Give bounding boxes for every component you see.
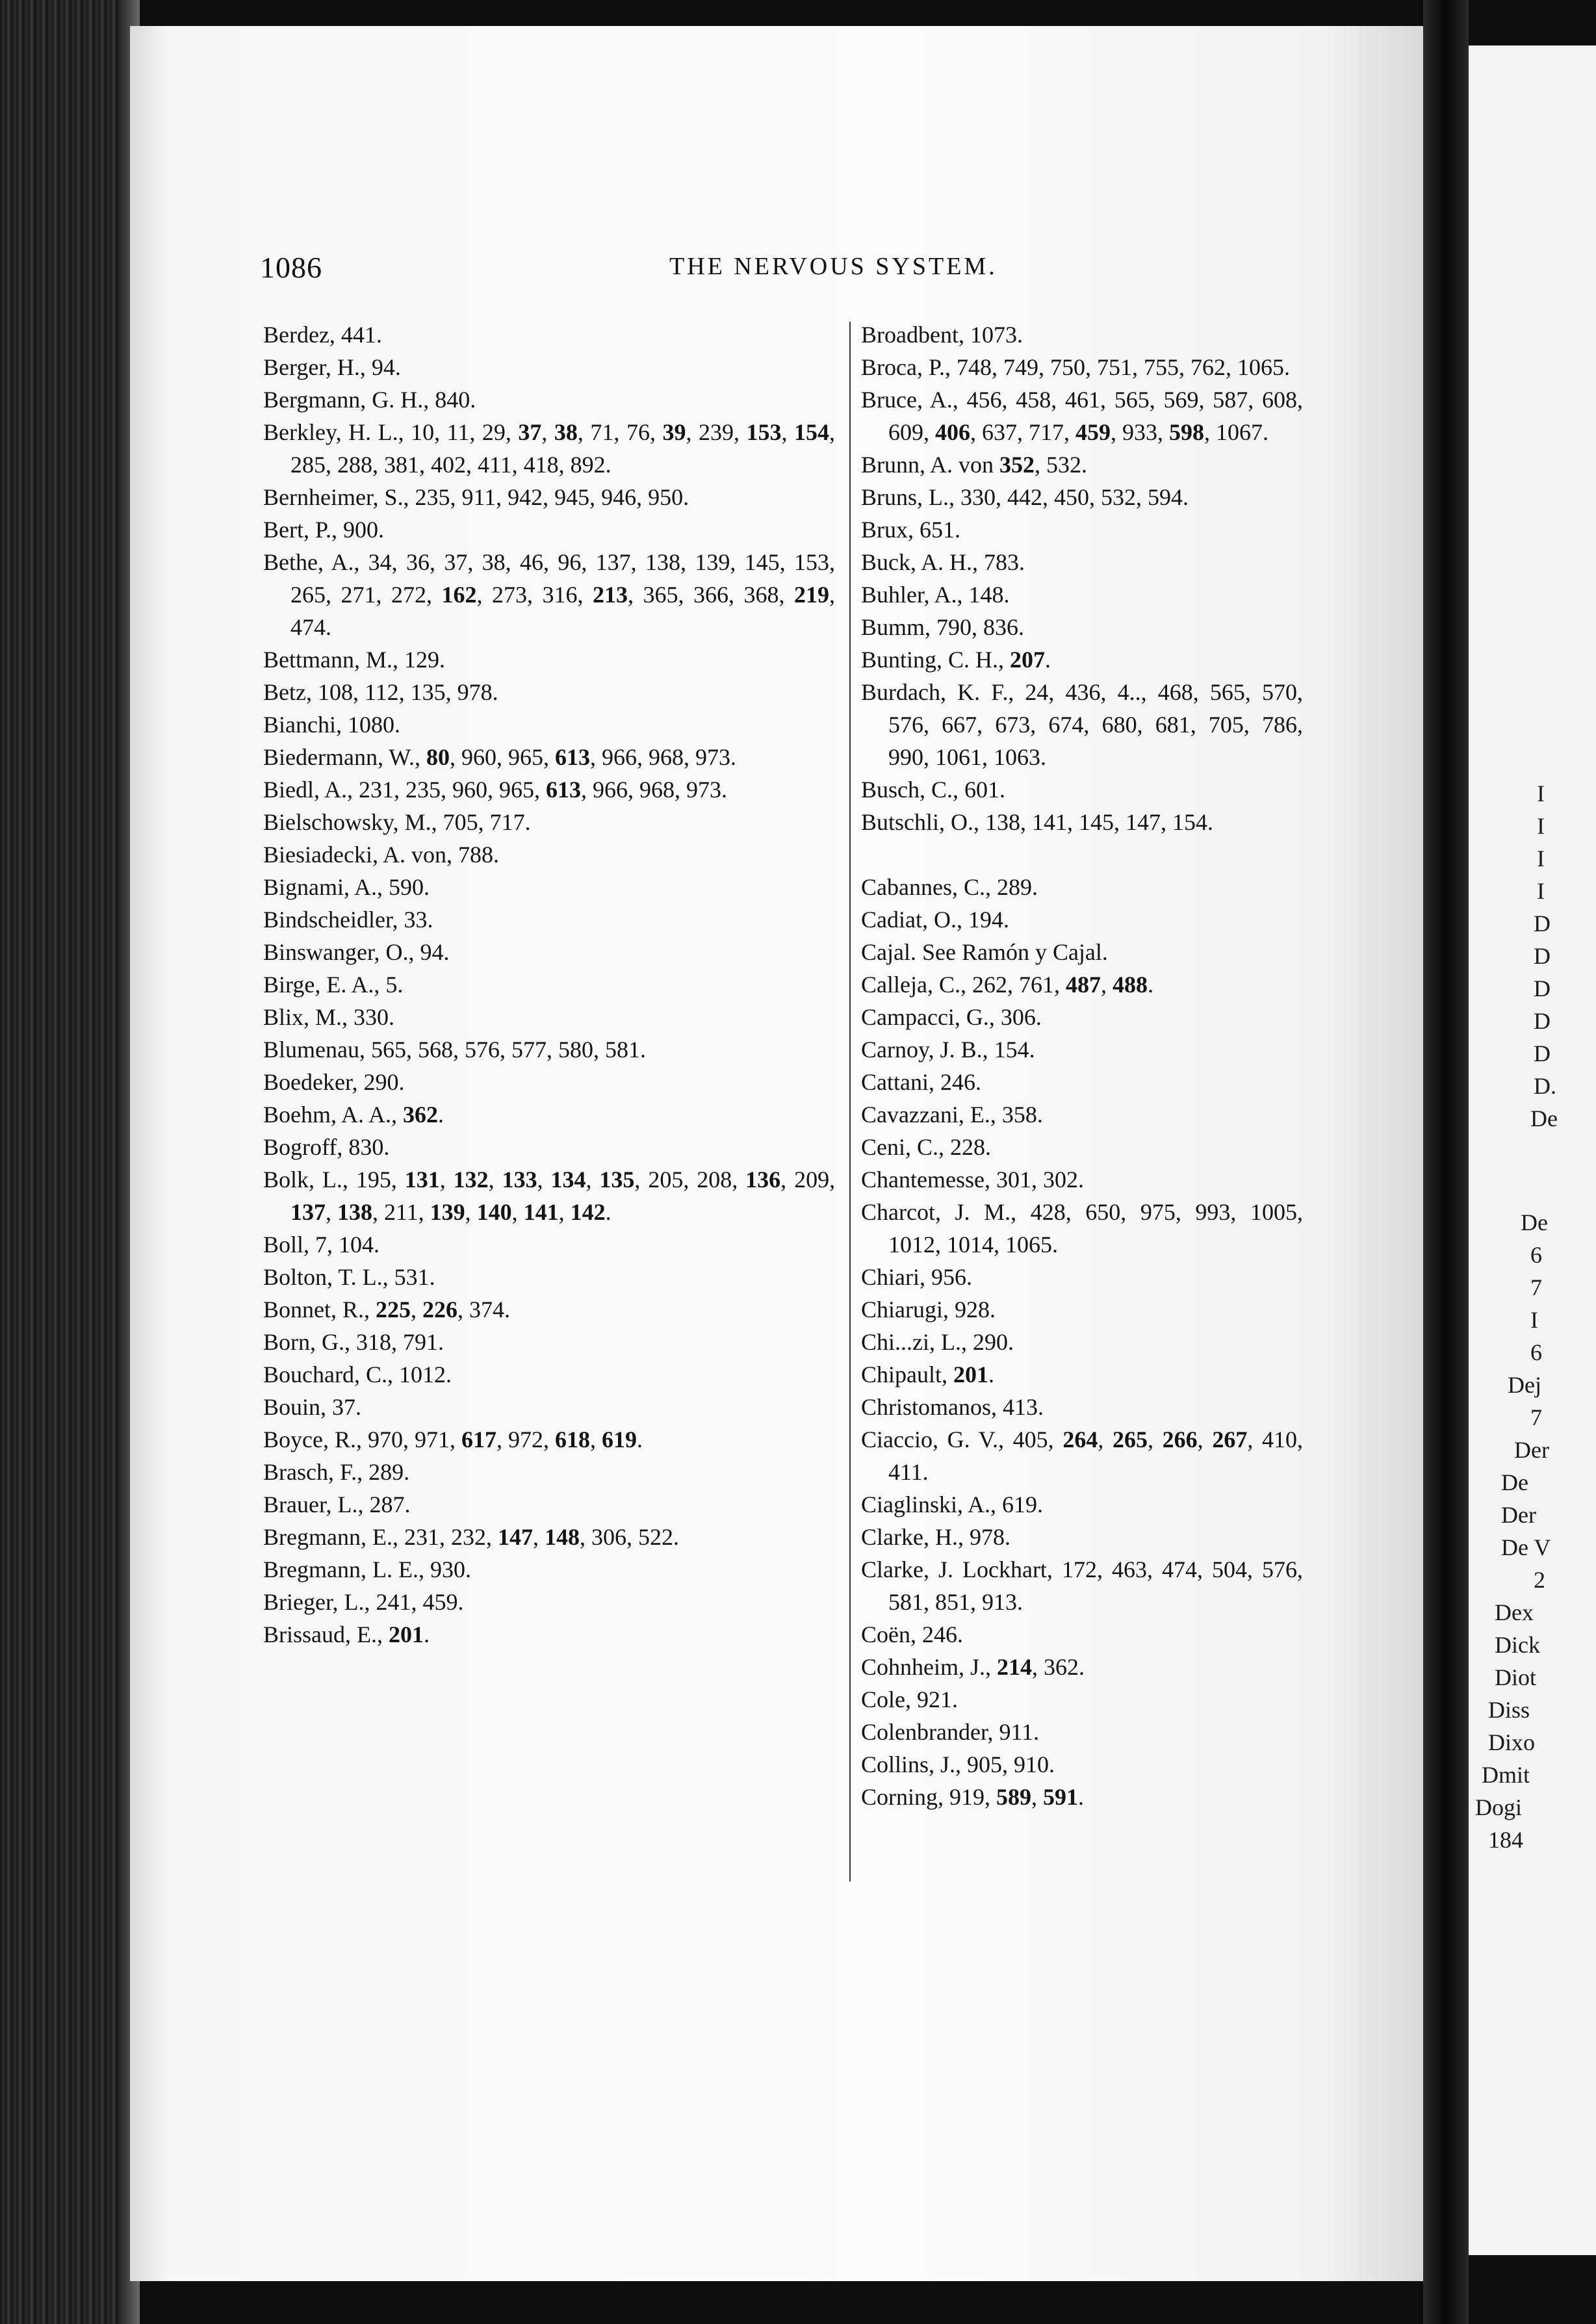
facing-page-text-fragment: D	[1534, 975, 1551, 1001]
facing-page-text-fragment: 6	[1530, 1339, 1542, 1365]
bold-page-reference: 38	[554, 419, 578, 445]
bold-page-reference: 131	[404, 1167, 440, 1193]
bold-page-reference: 213	[593, 582, 628, 608]
bold-page-reference: 589	[996, 1784, 1032, 1810]
bold-page-reference: 148	[544, 1524, 580, 1550]
bold-page-reference: 591	[1043, 1784, 1079, 1810]
index-entry: Campacci, G., 306.	[861, 1004, 1042, 1030]
bold-page-reference: 488	[1112, 972, 1148, 998]
facing-page-text-fragment: D	[1534, 1008, 1551, 1034]
index-entry: Biedermann, W., 80, 960, 965, 613, 966, 968, 973.	[263, 744, 736, 770]
bold-page-reference: 267	[1212, 1427, 1248, 1452]
facing-page-text-fragment: 184	[1488, 1827, 1523, 1853]
facing-page-text-fragment: Der	[1514, 1437, 1549, 1463]
facing-page-text-fragment: I	[1537, 813, 1545, 839]
index-entry: Chipault, 201.	[861, 1362, 994, 1388]
bold-page-reference: 613	[554, 744, 590, 770]
index-entry: Calleja, C., 262, 761, 487, 488.	[861, 972, 1153, 998]
index-entry: Chiarugi, 928.	[861, 1297, 996, 1323]
index-entry: Colenbrander, 911.	[861, 1719, 1040, 1745]
facing-page-text-fragment: Diss	[1488, 1697, 1530, 1723]
bold-page-reference: 214	[997, 1654, 1033, 1680]
book-gutter	[1423, 0, 1469, 2324]
facing-page-text-fragment: De	[1501, 1469, 1528, 1495]
index-entry: Brissaud, E., 201.	[263, 1621, 430, 1647]
index-entry: Bianchi, 1080.	[263, 712, 400, 738]
index-entry: Broca, P., 748, 749, 750, 751, 755, 762, 1065.	[861, 354, 1290, 380]
facing-page-text-fragment: D	[1534, 943, 1551, 969]
index-entry: Bregmann, L. E., 930.	[263, 1556, 471, 1582]
index-entry: Clarke, J. Lockhart, 172, 463, 474, 504, 576, 581, 851, 913.	[861, 1556, 1303, 1615]
index-entry: Butschli, O., 138, 141, 145, 147, 154.	[861, 809, 1214, 835]
bold-page-reference: 153	[746, 419, 782, 445]
bold-page-reference: 37	[518, 419, 542, 445]
index-entry: Boehm, A. A., 362.	[263, 1102, 444, 1128]
index-column-right	[861, 318, 1303, 1813]
index-entry: Chantemesse, 301, 302.	[861, 1167, 1084, 1193]
bold-page-reference: 265	[1113, 1427, 1148, 1452]
bold-page-reference: 162	[441, 582, 477, 608]
index-entry: Christomanos, 413.	[861, 1394, 1044, 1420]
index-entry: Ceni, C., 228.	[861, 1134, 992, 1160]
facing-page-text-fragment: De	[1530, 1105, 1558, 1131]
facing-page-text-fragment: D	[1534, 910, 1551, 936]
index-entry: Bert, P., 900.	[263, 517, 385, 543]
index-entry: Cavazzani, E., 358.	[861, 1102, 1043, 1128]
index-entry: Boll, 7, 104.	[263, 1232, 380, 1258]
index-entry: Bumm, 790, 836.	[861, 614, 1025, 640]
bold-page-reference: 134	[550, 1167, 586, 1193]
index-entry: Bernheimer, S., 235, 911, 942, 945, 946, 950.	[263, 484, 689, 510]
index-entry: Bruce, A., 456, 458, 461, 565, 569, 587, 608, 609, 406, 637, 717, 459, 933, 598, 1067.	[861, 387, 1303, 445]
index-entry: Chi...zi, L., 290.	[861, 1329, 1014, 1355]
bold-page-reference: 225	[376, 1297, 411, 1323]
bold-page-reference: 264	[1062, 1427, 1098, 1452]
bold-page-reference: 459	[1075, 419, 1111, 445]
facing-page-text-fragment: D.	[1534, 1073, 1556, 1099]
index-entry: Bettmann, M., 129.	[263, 647, 445, 673]
index-entry: Boedeker, 290.	[263, 1069, 405, 1095]
index-entry: Bielschowsky, M., 705, 717.	[263, 809, 531, 835]
index-column-left	[263, 318, 835, 1651]
bold-page-reference: 139	[430, 1199, 465, 1225]
index-entry: Broadbent, 1073.	[861, 322, 1023, 348]
index-entry: Chiari, 956.	[861, 1264, 972, 1290]
bold-page-reference: 617	[461, 1427, 496, 1452]
book-page-edges	[0, 0, 140, 2324]
index-entry: Biesiadecki, A. von, 788.	[263, 842, 499, 868]
bold-page-reference: 618	[554, 1427, 590, 1452]
index-entry: Bregmann, E., 231, 232, 147, 148, 306, 522.	[263, 1524, 679, 1550]
bold-page-reference: 132	[453, 1167, 489, 1193]
bold-page-reference: 136	[745, 1167, 781, 1193]
index-entry: Coën, 246.	[861, 1621, 963, 1647]
index-entry: Bolk, L., 195, 131, 132, 133, 134, 135, 205, 208, 136, 209, 137, 138, 211, 139, 140, 141, 142.	[263, 1167, 836, 1225]
index-entry: Brunn, A. von 352, 532.	[861, 452, 1088, 478]
facing-page-text-fragment: Dmit	[1482, 1762, 1530, 1788]
index-entry: Bunting, C. H., 207.	[861, 647, 1051, 673]
index-entry: Collins, J., 905, 910.	[861, 1751, 1055, 1777]
index-entry: Berkley, H. L., 10, 11, 29, 37, 38, 71, 76, 39, 239, 153, 154, 285, 288, 381, 402, 411, 418, 892.	[263, 419, 836, 478]
bold-page-reference: 201	[953, 1362, 988, 1388]
index-entry: Burdach, K. F., 24, 436, 4.., 468, 565, 570, 576, 667, 673, 674, 680, 681, 705, 786, 990, 1061, 1063.	[861, 679, 1303, 770]
facing-page-fragment	[1469, 45, 1596, 2255]
bold-page-reference: 362	[403, 1102, 439, 1128]
index-entry: Bignami, A., 590.	[263, 874, 430, 900]
index-entry: Busch, C., 601.	[861, 777, 1006, 803]
facing-page-text-fragment: Dick	[1495, 1632, 1540, 1658]
facing-page-text-fragment: Der	[1501, 1502, 1536, 1528]
index-entry: Brasch, F., 289.	[263, 1459, 410, 1485]
index-entry: Bolton, T. L., 531.	[263, 1264, 435, 1290]
bold-page-reference: 141	[523, 1199, 559, 1225]
bold-page-reference: 138	[337, 1199, 372, 1225]
index-entry: Biedl, A., 231, 235, 960, 965, 613, 966, 968, 973.	[263, 777, 728, 803]
index-entry: Bonnet, R., 225, 226, 374.	[263, 1297, 511, 1323]
index-entry: Binswanger, O., 94.	[263, 939, 450, 965]
index-entry: Ciaccio, G. V., 405, 264, 265, 266, 267, 410, 411.	[861, 1427, 1304, 1485]
index-entry: Bouchard, C., 1012.	[263, 1362, 452, 1388]
facing-page-text-fragment: Diot	[1495, 1664, 1537, 1690]
facing-page-text-fragment: D	[1534, 1040, 1551, 1066]
index-entry: Bethe, A., 34, 36, 37, 38, 46, 96, 137, 138, 139, 145, 153, 265, 271, 272, 162, 273, 316, 213, 365, 366, 368, 219, 474.	[263, 549, 835, 640]
index-entry: Bogroff, 830.	[263, 1134, 390, 1160]
index-entry: Born, G., 318, 791.	[263, 1329, 444, 1355]
column-divider	[849, 322, 851, 1881]
bold-page-reference: 598	[1169, 419, 1204, 445]
bold-page-reference: 406	[935, 419, 970, 445]
facing-page-text-fragment: 2	[1534, 1567, 1545, 1593]
facing-page-text-fragment: 6	[1530, 1242, 1542, 1268]
bold-page-reference: 487	[1065, 972, 1101, 998]
index-entry: Cadiat, O., 194.	[861, 907, 1009, 933]
index-entry: Cajal. See Ramón y Cajal.	[861, 939, 1108, 965]
bold-page-reference: 201	[389, 1621, 424, 1647]
bold-page-reference: 39	[662, 419, 686, 445]
index-entry: Betz, 108, 112, 135, 978.	[263, 679, 498, 705]
facing-page-text-fragment: Dej	[1508, 1372, 1541, 1398]
index-entry: Brux, 651.	[861, 517, 960, 543]
bold-page-reference: 613	[546, 777, 582, 803]
section-gap	[861, 838, 1303, 871]
index-entry: Bouin, 37.	[263, 1394, 362, 1420]
facing-page-text-fragment: De	[1521, 1209, 1548, 1235]
index-entry: Cole, 921.	[861, 1686, 958, 1712]
index-entry: Blumenau, 565, 568, 576, 577, 580, 581.	[263, 1037, 646, 1063]
index-entry: Boyce, R., 970, 971, 617, 972, 618, 619.	[263, 1427, 643, 1452]
bold-page-reference: 154	[794, 419, 830, 445]
bold-page-reference: 140	[476, 1199, 512, 1225]
index-entry: Blix, M., 330.	[263, 1004, 395, 1030]
index-entry: Clarke, H., 978.	[861, 1524, 1010, 1550]
index-entry: Birge, E. A., 5.	[263, 972, 404, 998]
index-entry: Carnoy, J. B., 154.	[861, 1037, 1035, 1063]
index-entry: Brieger, L., 241, 459.	[263, 1589, 464, 1615]
facing-page-text-fragment: I	[1537, 878, 1545, 904]
index-entry: Bindscheidler, 33.	[263, 907, 433, 933]
facing-page-text-fragment: 7	[1530, 1404, 1542, 1430]
index-entry: Bruns, L., 330, 442, 450, 532, 594.	[861, 484, 1189, 510]
index-entry: Buhler, A., 148.	[861, 582, 1010, 608]
bold-page-reference: 226	[422, 1297, 458, 1323]
bold-page-reference: 219	[794, 582, 829, 608]
bold-page-reference: 135	[599, 1167, 635, 1193]
page-header	[260, 250, 1027, 289]
facing-page-text-fragment: Dex	[1495, 1599, 1534, 1625]
bold-page-reference: 147	[497, 1524, 533, 1550]
index-entry: Ciaglinski, A., 619.	[861, 1491, 1044, 1517]
bold-page-reference: 352	[999, 452, 1035, 478]
index-entry: Bergmann, G. H., 840.	[263, 387, 476, 413]
facing-page-text-fragment: Dogi	[1475, 1794, 1522, 1820]
facing-page-text-fragment: Dixo	[1488, 1729, 1535, 1755]
bold-page-reference: 137	[290, 1199, 326, 1225]
index-entry: Cabannes, C., 289.	[861, 874, 1038, 900]
facing-page-text-fragment: I	[1530, 1307, 1538, 1333]
bold-page-reference: 619	[601, 1427, 637, 1452]
running-head: THE NERVOUS SYSTEM.	[669, 253, 997, 280]
facing-page-text-fragment: I	[1537, 781, 1545, 807]
facing-page-text-fragment: 7	[1530, 1274, 1542, 1300]
page-number: 1086	[260, 251, 322, 284]
index-entry: Brauer, L., 287.	[263, 1491, 411, 1517]
index-entry: Berger, H., 94.	[263, 354, 401, 380]
facing-page-text-fragment: De V	[1501, 1534, 1551, 1560]
index-entry: Charcot, J. M., 428, 650, 975, 993, 1005, 1012, 1014, 1065.	[861, 1199, 1303, 1258]
bold-page-reference: 133	[502, 1167, 537, 1193]
index-entry: Cattani, 246.	[861, 1069, 981, 1095]
bold-page-reference: 266	[1162, 1427, 1198, 1452]
index-entry: Corning, 919, 589, 591.	[861, 1784, 1085, 1810]
bold-page-reference: 80	[426, 744, 450, 770]
index-entry: Buck, A. H., 783.	[861, 549, 1025, 575]
index-entry: Cohnheim, J., 214, 362.	[861, 1654, 1085, 1680]
facing-page-text-fragment: I	[1537, 846, 1545, 872]
bold-page-reference: 142	[570, 1199, 606, 1225]
index-entry: Berdez, 441.	[263, 322, 382, 348]
bold-page-reference: 207	[1010, 647, 1046, 673]
